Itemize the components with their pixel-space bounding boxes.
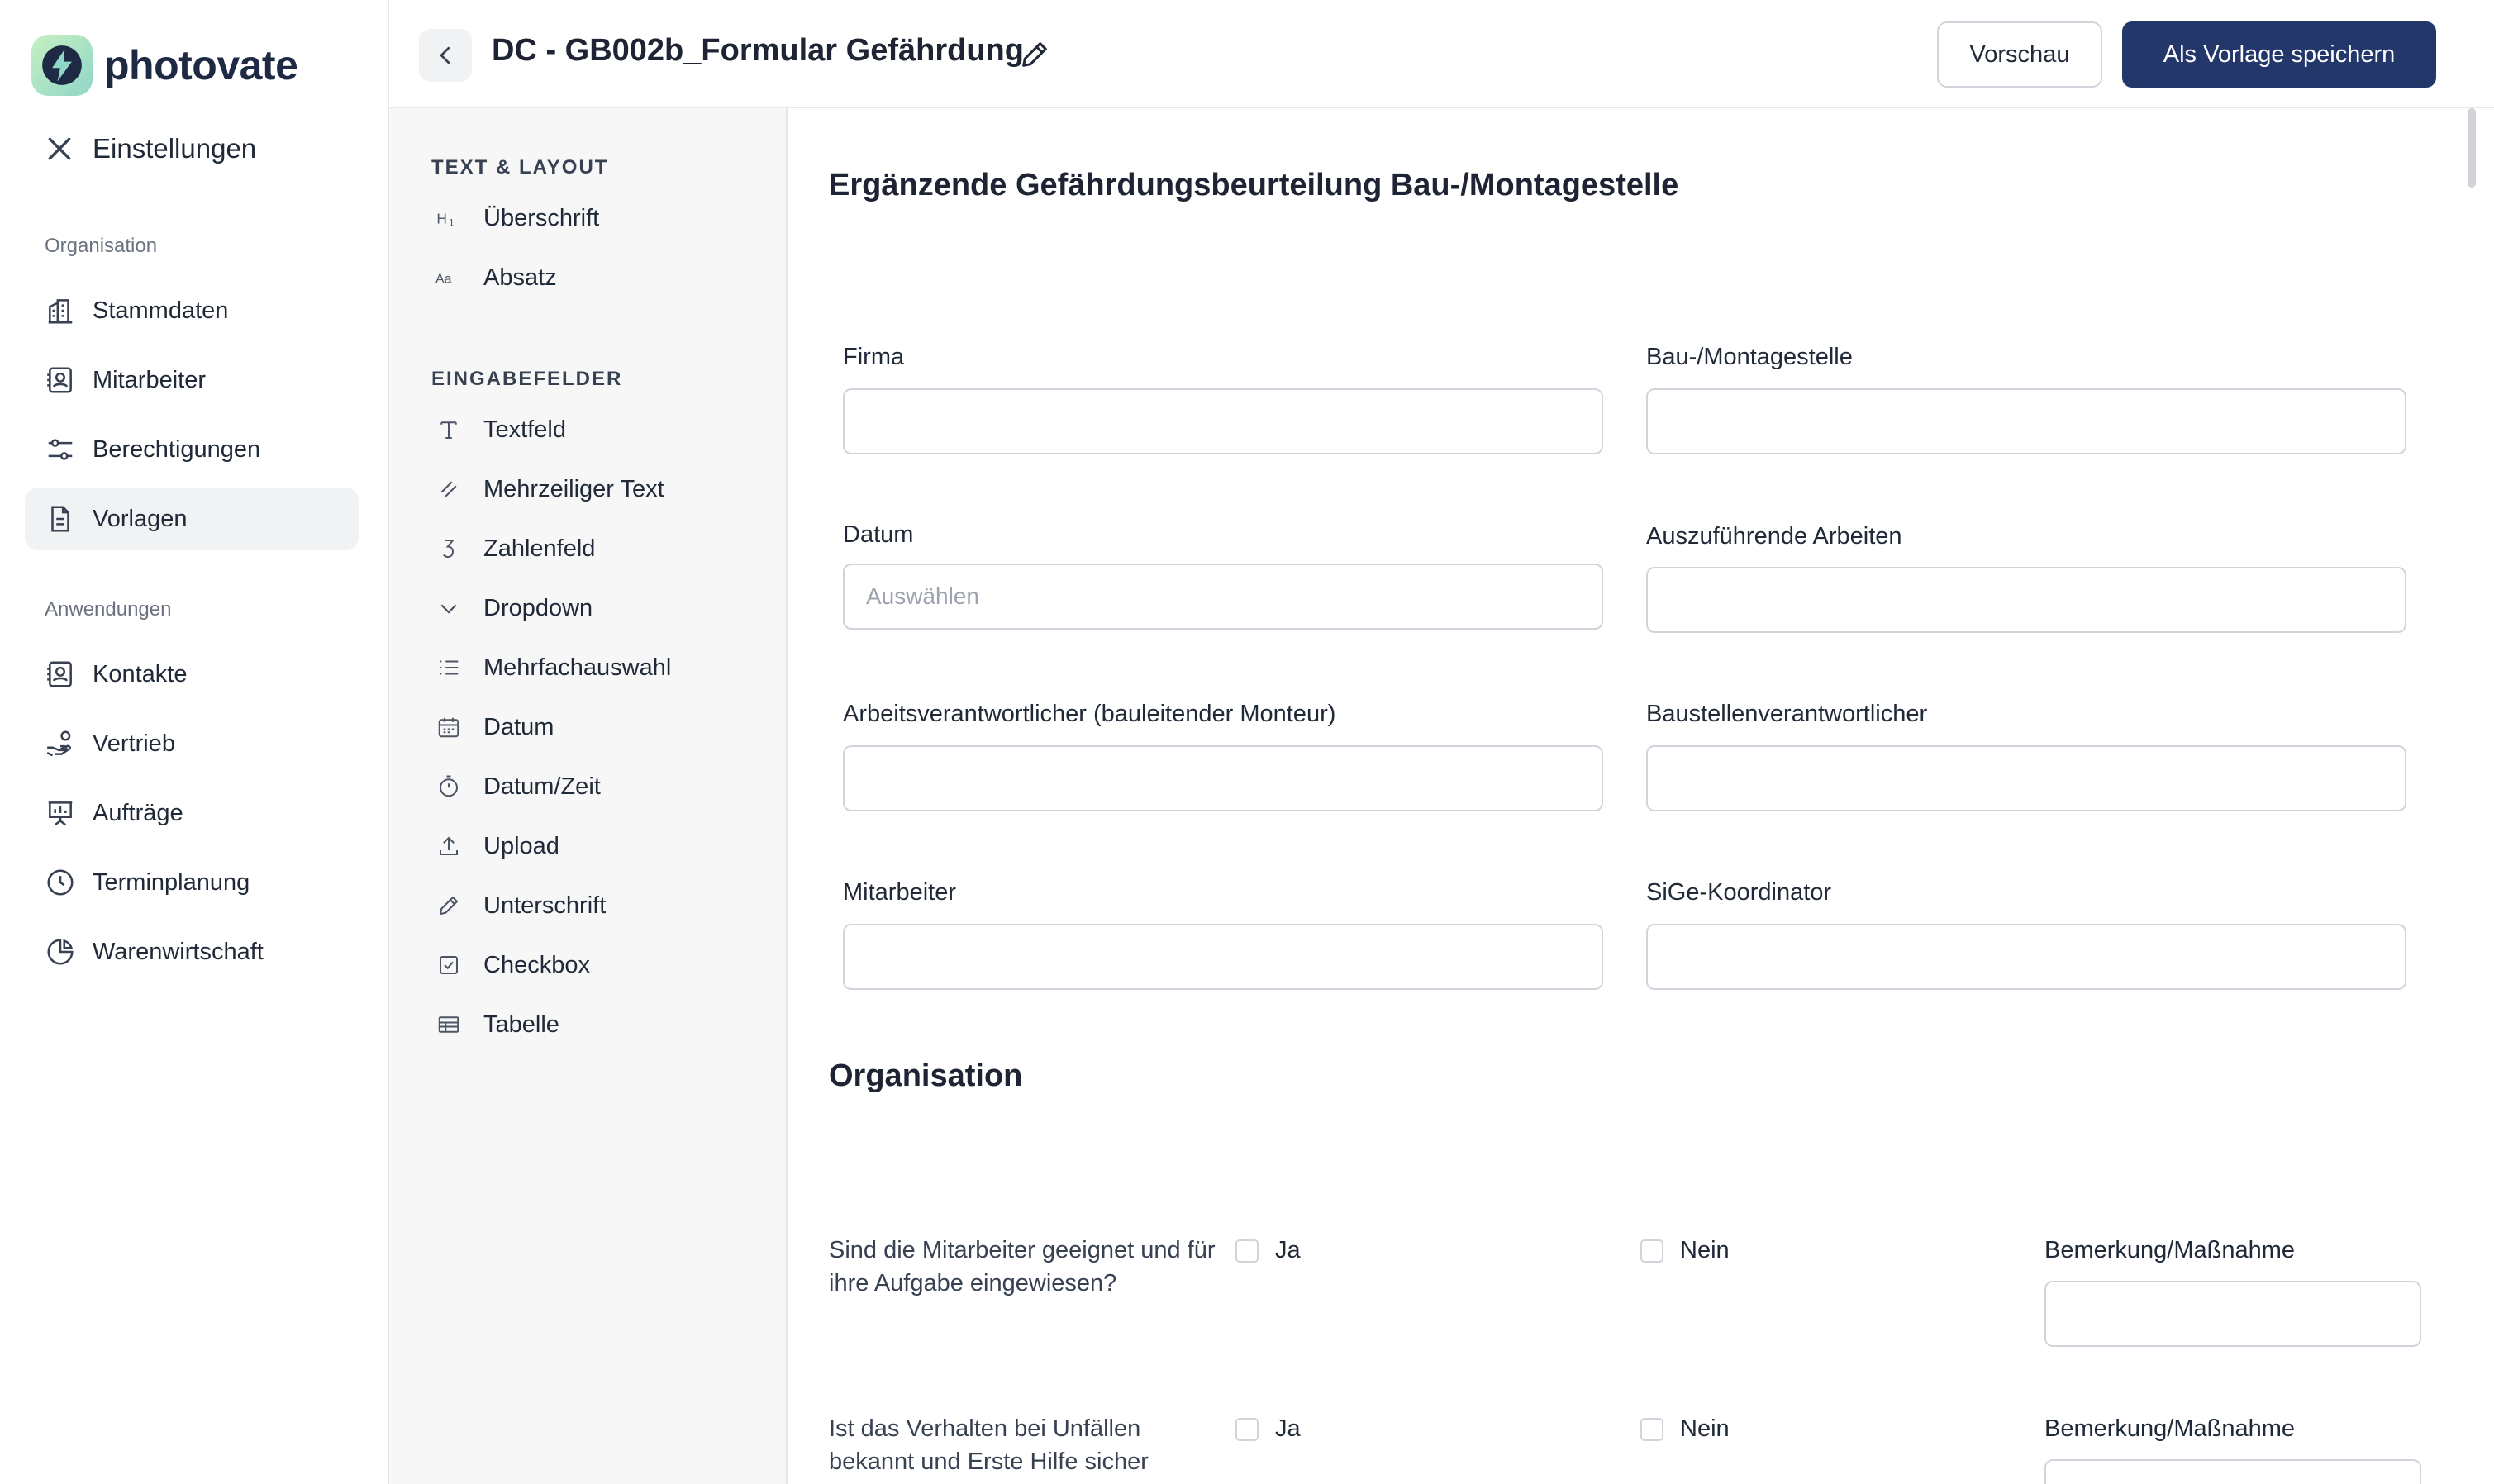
checkbox-box[interactable] bbox=[1235, 1418, 1259, 1441]
sidebar-item-stammdaten[interactable] bbox=[25, 279, 359, 342]
pencil-icon[interactable] bbox=[1018, 38, 1051, 71]
chevron-left-icon bbox=[433, 43, 458, 68]
pen-icon bbox=[435, 892, 462, 919]
no-label: Nein bbox=[1680, 1415, 1730, 1442]
svg-text:1: 1 bbox=[449, 216, 455, 229]
palette-item-multiselect[interactable] bbox=[435, 647, 766, 688]
page-title: DC - GB002b_Formular Gefährdung bbox=[492, 33, 1024, 68]
checkbox-icon bbox=[435, 952, 462, 978]
yes-checkbox[interactable] bbox=[1235, 1415, 1301, 1443]
form-heading[interactable]: Ergänzende Gefährdungsbeurteilung Bau-/Montagestelle bbox=[829, 168, 1679, 202]
palette-item-signature[interactable] bbox=[435, 885, 766, 926]
palette-item-label: Mehrfachauswahl bbox=[483, 654, 672, 681]
datum-picker[interactable] bbox=[843, 564, 1603, 630]
sidebar-item-vorlagen[interactable] bbox=[25, 488, 359, 550]
palette-item-number[interactable] bbox=[435, 528, 766, 569]
palette-item-paragraph[interactable] bbox=[435, 257, 766, 298]
palette-item-textfield[interactable] bbox=[435, 409, 766, 450]
baustellenverantwortlicher-input[interactable] bbox=[1646, 745, 2406, 811]
brand-name: photovate bbox=[104, 42, 298, 88]
palette-item-label: Upload bbox=[483, 832, 559, 859]
sidebar-item-label: Kontakte bbox=[93, 660, 188, 687]
remark-label: Bemerkung/Maßnahme bbox=[2044, 1415, 2296, 1442]
mitarbeiter-input[interactable] bbox=[843, 924, 1603, 990]
sidebar-item-label: Aufträge bbox=[93, 799, 183, 826]
question-text: Ist das Verhalten bei Unfällen bekannt und Erste Hilfe sicher bbox=[829, 1415, 1149, 1475]
building-icon bbox=[45, 295, 76, 326]
palette-item-upload[interactable] bbox=[435, 825, 766, 867]
field-label-arbeitsverantwortlicher: Arbeitsverantwortlicher (bauleitender Monteur) bbox=[843, 701, 1336, 727]
sidebar-item-auftraege[interactable] bbox=[25, 782, 359, 844]
checkbox-box[interactable] bbox=[1640, 1418, 1663, 1441]
table-icon bbox=[435, 1011, 462, 1038]
sidebar-item-label: Vorlagen bbox=[93, 505, 188, 532]
field-label-mitarbeiter: Mitarbeiter bbox=[843, 879, 956, 906]
palette-item-table[interactable] bbox=[435, 1004, 766, 1045]
calendar-icon bbox=[435, 714, 462, 740]
palette-item-checkbox[interactable] bbox=[435, 944, 766, 986]
clock-icon bbox=[45, 867, 76, 898]
id-card-icon bbox=[45, 364, 76, 396]
palette-item-label: Tabelle bbox=[483, 1011, 559, 1038]
checkbox-box[interactable] bbox=[1640, 1239, 1663, 1263]
sidebar-item-label: Berechtigungen bbox=[93, 435, 261, 463]
palette-item-dropdown[interactable] bbox=[435, 587, 766, 629]
brand-logo[interactable] bbox=[31, 35, 297, 96]
firma-input[interactable] bbox=[843, 388, 1603, 454]
no-checkbox[interactable] bbox=[1640, 1415, 1730, 1443]
back-button[interactable] bbox=[419, 29, 472, 82]
contact-card-icon bbox=[45, 659, 76, 690]
palette-item-label: Textfeld bbox=[483, 416, 566, 443]
remark-input[interactable] bbox=[2044, 1281, 2421, 1347]
presentation-icon bbox=[45, 797, 76, 829]
element-palette bbox=[389, 108, 788, 1484]
palette-item-label: Mehrzeiliger Text bbox=[483, 475, 664, 502]
sidebar-item-warenwirtschaft[interactable] bbox=[25, 920, 359, 983]
sidebar-item-terminplanung[interactable] bbox=[25, 851, 359, 914]
save-template-button[interactable]: Als Vorlage speichern bbox=[2122, 21, 2436, 88]
section-heading-organisation[interactable]: Organisation bbox=[829, 1058, 1023, 1093]
field-label-datum: Datum bbox=[843, 521, 914, 548]
chevron-down-icon bbox=[435, 595, 462, 621]
paragraph-icon bbox=[435, 264, 462, 291]
no-checkbox[interactable] bbox=[1640, 1237, 1730, 1264]
palette-item-label: Absatz bbox=[483, 264, 557, 291]
sidebar-item-mitarbeiter[interactable] bbox=[25, 349, 359, 411]
palette-item-label: Datum/Zeit bbox=[483, 773, 601, 800]
remark-label: Bemerkung/Maßnahme bbox=[2044, 1237, 2296, 1263]
field-label-arbeiten: Auszuführende Arbeiten bbox=[1646, 523, 1902, 549]
sidebar-item-label: Warenwirtschaft bbox=[93, 938, 264, 965]
checkbox-box[interactable] bbox=[1235, 1239, 1259, 1263]
palette-item-label: Zahlenfeld bbox=[483, 535, 596, 562]
sidebar-item-berechtigungen[interactable] bbox=[25, 418, 359, 481]
form-canvas[interactable] bbox=[788, 108, 2494, 1484]
nav-section-organisation: Organisation bbox=[45, 235, 158, 257]
field-label-baustellenverantwortlicher: Baustellenverantwortlicher bbox=[1646, 701, 1928, 727]
nav-section-anwendungen: Anwendungen bbox=[45, 598, 172, 621]
yes-label: Ja bbox=[1275, 1237, 1301, 1263]
palette-item-label: Datum bbox=[483, 713, 554, 740]
palette-item-label: Überschrift bbox=[483, 204, 600, 231]
document-icon bbox=[45, 503, 76, 535]
number-icon bbox=[435, 535, 462, 562]
yes-label: Ja bbox=[1275, 1415, 1301, 1442]
palette-section-input-fields: EINGABEFELDER bbox=[431, 368, 623, 390]
list-icon bbox=[435, 654, 462, 681]
text-icon bbox=[435, 416, 462, 443]
close-icon bbox=[43, 132, 76, 165]
sidebar-item-label: Mitarbeiter bbox=[93, 366, 206, 393]
scrollbar[interactable] bbox=[2468, 108, 2476, 188]
timer-icon bbox=[435, 773, 462, 800]
palette-item-datetime[interactable] bbox=[435, 766, 766, 807]
palette-item-multiline[interactable] bbox=[435, 469, 766, 510]
palette-item-label: Unterschrift bbox=[483, 892, 607, 919]
settings-title: Einstellungen bbox=[93, 133, 257, 164]
sidebar-item-vertrieb[interactable] bbox=[25, 712, 359, 775]
palette-item-date[interactable] bbox=[435, 706, 766, 748]
palette-item-label: Dropdown bbox=[483, 594, 593, 621]
sidebar-item-kontakte[interactable] bbox=[25, 643, 359, 706]
heading-icon bbox=[435, 205, 462, 231]
close-settings-button[interactable] bbox=[43, 132, 256, 165]
no-label: Nein bbox=[1680, 1237, 1730, 1263]
arbeiten-input[interactable] bbox=[1646, 567, 2406, 633]
hand-coins-icon bbox=[45, 728, 76, 759]
field-label-firma: Firma bbox=[843, 344, 905, 370]
yes-checkbox[interactable] bbox=[1235, 1237, 1301, 1264]
sliders-icon bbox=[45, 434, 76, 465]
editor-header bbox=[389, 0, 2494, 108]
arbeitsverantwortlicher-input[interactable] bbox=[843, 745, 1603, 811]
field-label-baustelle: Bau-/Montagestelle bbox=[1646, 344, 1853, 370]
remark-input[interactable] bbox=[2044, 1459, 2421, 1484]
svg-text:H: H bbox=[436, 210, 447, 227]
lightning-logo-icon bbox=[31, 35, 93, 96]
preview-button[interactable]: Vorschau bbox=[1937, 21, 2102, 88]
pie-chart-icon bbox=[45, 936, 76, 968]
upload-icon bbox=[435, 833, 462, 859]
sidebar-item-label: Vertrieb bbox=[93, 730, 175, 757]
sidebar-item-label: Stammdaten bbox=[93, 297, 229, 324]
palette-section-text-layout: TEXT & LAYOUT bbox=[431, 156, 609, 178]
sige-input[interactable] bbox=[1646, 924, 2406, 990]
svg-text:Aa: Aa bbox=[435, 272, 452, 287]
palette-item-heading[interactable] bbox=[435, 197, 766, 239]
palette-item-label: Checkbox bbox=[483, 951, 590, 978]
sidebar bbox=[0, 0, 389, 1484]
multiline-icon bbox=[435, 476, 462, 502]
sidebar-item-label: Terminplanung bbox=[93, 868, 250, 896]
question-text: Sind die Mitarbeiter geeignet und für ihre Aufgabe eingewiesen? bbox=[829, 1237, 1216, 1296]
baustelle-input[interactable] bbox=[1646, 388, 2406, 454]
field-label-sige: SiGe-Koordinator bbox=[1646, 879, 1832, 906]
